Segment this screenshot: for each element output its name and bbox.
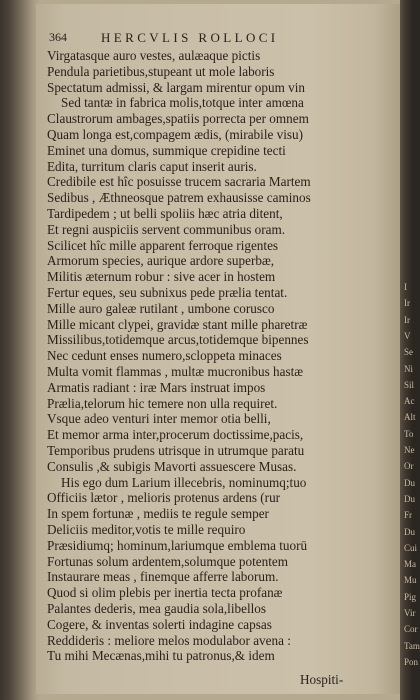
margin-fragment: Du (404, 477, 415, 488)
text-line: Multa vomit flammas , multæ mucronibus hastæ (47, 364, 304, 379)
margin-fragment: Tam (404, 640, 420, 651)
text-line: Instaurare meas , finemque afferre laborum. (47, 569, 279, 585)
text-line: Quod si olim plebis per inertia tecta profanæ (47, 585, 283, 601)
margin-fragment: Mu (404, 575, 417, 586)
margin-fragment: Cor (404, 624, 418, 635)
margin-fragment: Fr (404, 510, 413, 521)
text-line: Tardipedem ; ut belli spoliis hæc atria ditent, (47, 206, 283, 221)
text-line: Armorum species, aurique ardore superbæ, (47, 253, 275, 269)
page-number: 364 (49, 30, 67, 44)
text-line: Quam longa est,compagem ædis, (mirabile visu) (47, 127, 304, 142)
margin-fragment: Du (404, 526, 415, 537)
text-line: Officiis lætor , melioris protenus ardens (rur (47, 490, 281, 506)
margin-fragment: Se (404, 347, 413, 358)
text-line: Mille auro galeæ rutilant , umbone corusco (47, 300, 275, 316)
margin-fragment: Ir (404, 314, 410, 325)
margin-fragment: Ir (404, 298, 410, 309)
text-line: Et regni auspiciis servent communibus oram. (47, 221, 286, 237)
text-line: Deliciis meditor,votis te mille requiro (47, 522, 246, 537)
margin-fragment: To (404, 428, 414, 439)
text-line: Sed tantæ in fabrica molis,totque inter amœna (61, 95, 304, 111)
text-line: Sedibus , Æthneosque patrem exhausisse caminos (47, 190, 311, 206)
text-line: Reddideris : meliore melos modulabor avena : (47, 632, 291, 648)
margin-fragment: Pig (404, 591, 417, 602)
text-line: Fortunas solum ardentem,solumque potentem (47, 553, 289, 569)
text-line: Virgatasque auro vestes, aulæaque pictis (47, 48, 261, 63)
margin-fragment: Du (404, 493, 415, 504)
text-line: Temporibus prudens utrisque in utrumque paratu (47, 443, 305, 458)
margin-fragment: V (404, 330, 411, 341)
margin-fragment: Cui (404, 542, 418, 553)
text-line: In spem fortunæ , mediis te regule semper (47, 506, 269, 522)
text-line: Prælia,telorum hic temere non ulla requiret. (47, 395, 278, 411)
text-line: Scilicet hîc mille apparent ferroque rigentes (47, 237, 279, 253)
text-line: Consulis ,& subigis Mavorti assuescere Musas. (47, 458, 297, 474)
catchword: Hospiti- (300, 672, 344, 687)
margin-fragment: I (404, 282, 407, 292)
text-line: Militis æternum robur : sive acer in hostem (47, 269, 276, 285)
text-line: Tu mihi Mecænas,mihi tu patronus,& idem (47, 648, 275, 664)
text-line: Palantes dederis, mea gaudia sola,libellos (47, 601, 266, 616)
margin-fragment: Ac (404, 396, 415, 407)
text-line: Pendula parietibus,stupeant ut mole laboris (47, 63, 275, 79)
margin-fragment: Pon (404, 656, 419, 667)
margin-fragment: Sil (404, 379, 415, 390)
margin-fragment: Vir (404, 608, 416, 618)
text-line: Eminet una domus, summique crepidine tecti (47, 142, 286, 158)
text-line: Mille micant clypei, gravidæ stant mille pharetræ (47, 316, 308, 332)
margin-fragment: Ne (404, 445, 415, 455)
text-line: Fertur eques, seu subnixus pede prælia tentat. (47, 285, 288, 300)
text-line: Præsidiumq; hominum,lariumque emblema tuorū (47, 537, 308, 553)
facing-page-margin (403, 0, 420, 700)
text-line: Missilibus,totidemque arcus,totidemque bipennes (47, 332, 309, 348)
text-line: His ego dum Larium illecebris, nominumq;tuo (61, 474, 307, 490)
text-line: Edita, turritum claris caput inserit auris. (47, 158, 257, 174)
text-line: Spectatum admissi, & largam mirentur opum vin (47, 79, 305, 95)
running-head: HERCVLIS ROLLOCI (101, 30, 279, 45)
margin-fragment: Ma (404, 559, 416, 570)
text-line: Claustrorum ambages,spatiis porrecta per omnem (47, 111, 309, 127)
margin-fragment: Or (404, 461, 414, 472)
text-line: Armatis radiant : iræ Mars instruat impos (47, 379, 266, 395)
margin-fragment: Alt (404, 412, 416, 423)
text-line: Et memor arma inter,procerum doctissime,pacis, (47, 427, 304, 443)
text-line: Credibile est hîc posuisse trucem sacraria Martem (47, 174, 311, 190)
text-line: Vsque adeo venturi inter memor otia belli, (47, 411, 271, 427)
text-line: Nec cedunt enses numero,scloppeta minaces (47, 348, 282, 364)
text-line: Cogere, & inventas solerti indagine capsas (47, 616, 272, 632)
margin-fragment: Ni (404, 363, 413, 374)
